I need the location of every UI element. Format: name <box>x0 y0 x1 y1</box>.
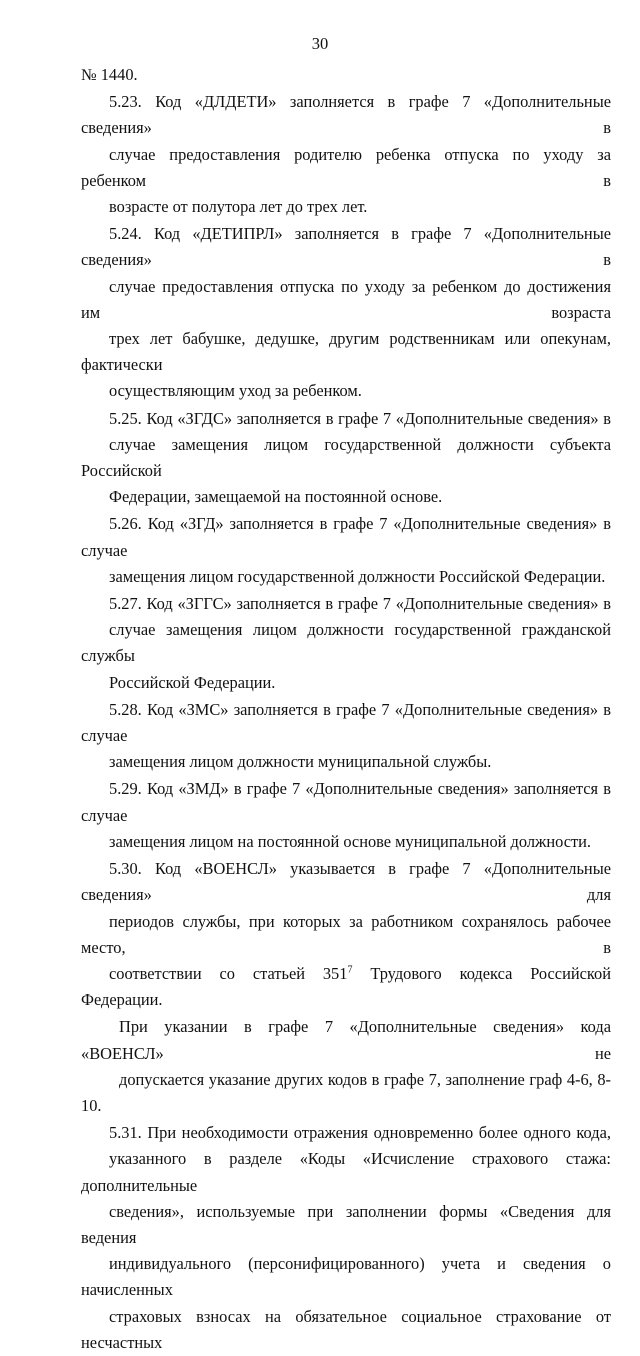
text-line <box>81 961 611 1013</box>
paragraph-5-28 <box>81 697 611 776</box>
text-line: 5.27. Код «ЗГГС» заполняется в графе 7 «Дополнительные сведения» в <box>109 594 611 614</box>
text-segment: Трудового кодекса Российской Федерации. <box>81 963 611 1010</box>
text-line: 5.31. При необходимости отражения одновременно более одного кода, <box>109 1123 611 1143</box>
text-line: 5.30. Код «ВОЕНСЛ» указывается в графе 7 «Дополнительные сведения» для <box>81 859 611 905</box>
paragraph-5-30 <box>81 856 611 1013</box>
text-line: случае предоставления родителю ребенка отпуска по уходу за ребенком в <box>81 144 611 190</box>
text-line: случае замещения лицом государственной должности субъекта Российской <box>81 434 611 481</box>
text-line: 5.28. Код «ЗМС» заполняется в графе 7 «Дополнительные сведения» в случае <box>81 699 611 746</box>
text-line: индивидуального (персонифицированного) учета и сведения о начисленных <box>81 1254 611 1300</box>
text-line: Федерации, замещаемой на постоянной основе. <box>109 487 443 507</box>
paragraph-5-25 <box>81 406 611 511</box>
text-line: замещения лицом должности муниципальной службы. <box>109 752 492 772</box>
paragraph-5-23 <box>81 89 611 220</box>
text-line: допускается указание других кодов в графе 7, заполнение граф 4-6, 8-10. <box>81 1069 611 1115</box>
superscript: 7 <box>347 964 353 976</box>
text-line: 5.29. Код «ЗМД» в графе 7 «Дополнительные сведения» заполняется в случае <box>81 779 611 825</box>
paragraph-5-29 <box>81 776 611 855</box>
text-line: 5.26. Код «ЗГД» заполняется в графе 7 «Дополнительные сведения» в случае <box>81 514 611 560</box>
text-segment: соответствии со статьей 351 <box>109 963 348 983</box>
text-line: замещения лицом государственной должности Российской Федерации. <box>109 566 606 586</box>
paragraph-voensl-note <box>81 1014 611 1119</box>
paragraph-5-24 <box>81 221 611 404</box>
text-line: 5.24. Код «ДЕТИПРЛ» заполняется в графе 7 «Дополнительные сведения» в <box>81 224 611 270</box>
paragraph-5-27 <box>81 591 611 696</box>
text-line: замещения лицом на постоянной основе муниципальной должности. <box>109 831 592 851</box>
text-line: 5.25. Код «ЗГДС» заполняется в графе 7 «Дополнительные сведения» в <box>109 408 611 428</box>
paragraph-5-31 <box>81 1120 611 1356</box>
text-line: Российской Федерации. <box>109 672 276 692</box>
text-line: 5.23. Код «ДЛДЕТИ» заполняется в графе 7 «Дополнительные сведения» в <box>81 92 611 138</box>
text-line: № 1440. <box>81 65 138 84</box>
text-line: трех лет бабушке, дедушке, другим родственникам или опекунам, фактически <box>81 329 611 375</box>
text-line: страховых взносах на обязательное социальное страхование от несчастных <box>81 1306 611 1352</box>
text-line: случае замещения лицом должности государственной гражданской службы <box>81 620 611 666</box>
text-line: случае предоставления отпуска по уходу за ребенком до достижения им возраста <box>81 276 611 322</box>
text-line: указанного в разделе «Коды «Исчисление страхового стажа: дополнительные <box>81 1149 611 1195</box>
paragraph-5-26 <box>81 511 611 590</box>
page-number: 30 <box>311 34 329 53</box>
text-line: При указании в графе 7 «Дополнительные сведения» кода «ВОЕНСЛ» не <box>81 1017 611 1063</box>
document-body <box>81 62 611 1356</box>
text-line: осуществляющим уход за ребенком. <box>109 381 362 401</box>
text-line: сведения», используемые при заполнении формы «Сведения для ведения <box>81 1201 611 1247</box>
paragraph-continuation <box>81 62 611 88</box>
text-line: возрасте от полутора лет до трех лет. <box>109 197 368 217</box>
text-line: периодов службы, при которых за работником сохранялось рабочее место, в <box>81 911 611 957</box>
